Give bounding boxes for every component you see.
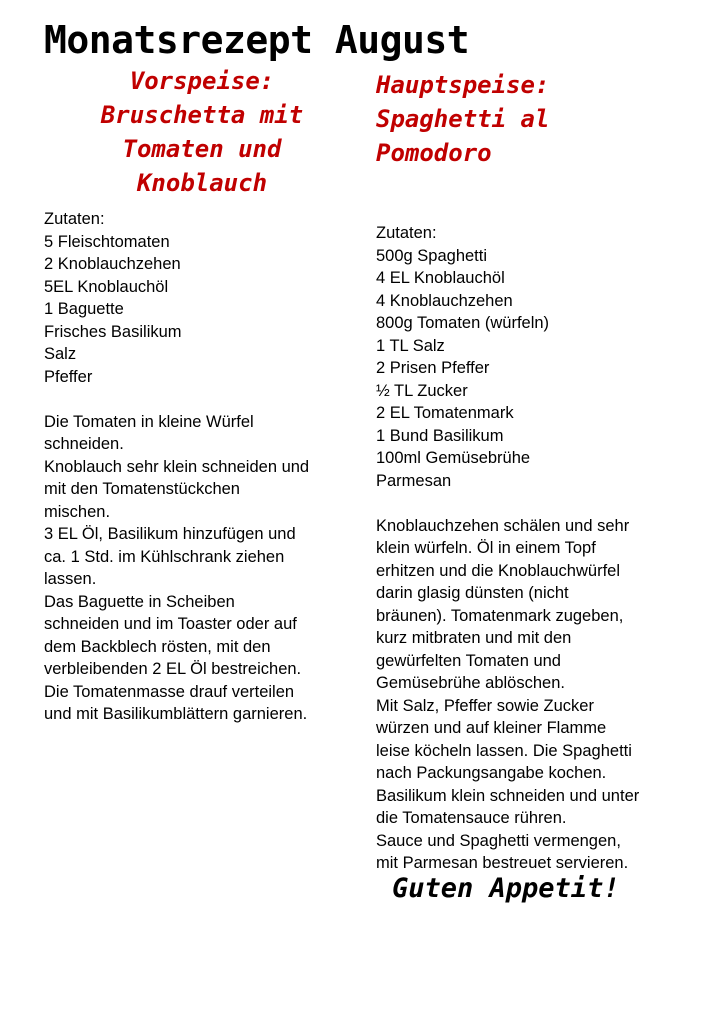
ingredient-item: ½ TL Zucker (376, 381, 468, 400)
ingredient-item: 4 Knoblauchzehen (376, 291, 513, 310)
instruction-line: kurz mitbraten und mit den (376, 629, 572, 647)
ingredient-item: Frisches Basilikum (44, 322, 182, 341)
instruction-line: Basilikum klein schneiden und unter (376, 786, 640, 805)
ingredient-item: 4 EL Knoblauchöl (376, 269, 505, 287)
ingredients-label: Zutaten: (44, 210, 105, 228)
main-recipe (376, 222, 696, 875)
main-heading-line: Hauptspeise: (376, 71, 550, 99)
ingredients-label: Zutaten: (376, 224, 437, 242)
paragraph-gap (44, 388, 364, 411)
instruction-line: mit Parmesan bestreuet servieren. (376, 854, 629, 872)
main-heading-line: Pomodoro (376, 139, 492, 167)
instruction-line: klein würfeln. Öl in einem Topf (376, 539, 596, 557)
starter-heading-line: Bruschetta mit (100, 101, 304, 129)
main-instructions (376, 515, 696, 875)
starter-ingredient-list (44, 231, 364, 389)
instruction-line: würzen und auf kleiner Flamme (376, 719, 607, 737)
starter-instructions (44, 411, 364, 726)
ingredient-item: Salz (44, 345, 77, 363)
instruction-line: mischen. (44, 502, 111, 521)
instruction-line: Sauce und Spaghetti vermengen, (376, 831, 621, 850)
instruction-line: Knoblauchzehen schälen und sehr (376, 516, 630, 535)
starter-heading-line: Tomaten und (122, 135, 282, 163)
instruction-line: mit den Tomatenstückchen (44, 480, 240, 498)
instruction-line: Gemüsebrühe ablöschen. (376, 674, 565, 692)
instruction-line: schneiden. (44, 435, 124, 453)
ingredient-item: Parmesan (376, 471, 452, 490)
instruction-line: Das Baguette in Scheiben (44, 592, 235, 611)
instruction-line: die Tomatensauce rühren. (376, 809, 567, 827)
main-heading (376, 68, 676, 170)
page-title: Monatsrezept August (44, 18, 470, 62)
ingredient-item: 1 Bund Basilikum (376, 426, 504, 445)
instruction-line: dem Backblech rösten, mit den (44, 637, 271, 656)
instruction-line: bräunen). Tomatenmark zugeben, (376, 606, 624, 625)
instruction-line: darin glasig dünsten (nicht (376, 584, 569, 602)
instruction-line: lassen. (44, 570, 97, 588)
main-heading-line: Spaghetti al (376, 105, 550, 133)
instruction-line: verbleibenden 2 EL Öl bestreichen. (44, 660, 302, 678)
instruction-line: gewürfelten Tomaten und (376, 651, 561, 670)
starter-recipe (44, 208, 364, 726)
starter-heading-line: Vorspeise: (129, 67, 275, 95)
ingredient-item: 2 EL Tomatenmark (376, 404, 514, 422)
instruction-line: ca. 1 Std. im Kühlschrank ziehen (44, 547, 285, 566)
instruction-line: Mit Salz, Pfeffer sowie Zucker (376, 696, 594, 715)
instruction-line: und mit Basilikumblättern garnieren. (44, 705, 308, 723)
starter-heading-line: Knoblauch (136, 169, 268, 197)
instruction-line: 3 EL Öl, Basilikum hinzufügen und (44, 525, 296, 543)
main-ingredient-list (376, 245, 696, 493)
ingredient-item: 800g Tomaten (würfeln) (376, 314, 550, 332)
ingredient-item: 100ml Gemüsebrühe (376, 449, 531, 467)
starter-heading (40, 64, 364, 200)
instruction-line: erhitzen und die Knoblauchwürfel (376, 561, 620, 580)
instruction-line: nach Packungsangabe kochen. (376, 764, 607, 782)
ingredient-item: 500g Spaghetti (376, 246, 488, 265)
ingredient-item: 5EL Knoblauchöl (44, 277, 169, 296)
ingredient-item: 5 Fleischtomaten (44, 232, 170, 251)
ingredient-item: 1 Baguette (44, 300, 124, 318)
ingredient-item: 2 Knoblauchzehen (44, 255, 181, 273)
instruction-line: Die Tomatenmasse drauf verteilen (44, 682, 295, 701)
instruction-line: Die Tomaten in kleine Würfel (44, 412, 254, 431)
instruction-line: Knoblauch sehr klein schneiden und (44, 457, 310, 476)
ingredient-item: Pfeffer (44, 367, 93, 386)
paragraph-gap (376, 492, 696, 515)
ingredient-item: 1 TL Salz (376, 336, 445, 355)
ingredient-item: 2 Prisen Pfeffer (376, 359, 490, 377)
closing-greeting: Guten Appetit! (392, 873, 620, 904)
instruction-line: schneiden und im Toaster oder auf (44, 615, 297, 633)
instruction-line: leise köcheln lassen. Die Spaghetti (376, 741, 632, 760)
